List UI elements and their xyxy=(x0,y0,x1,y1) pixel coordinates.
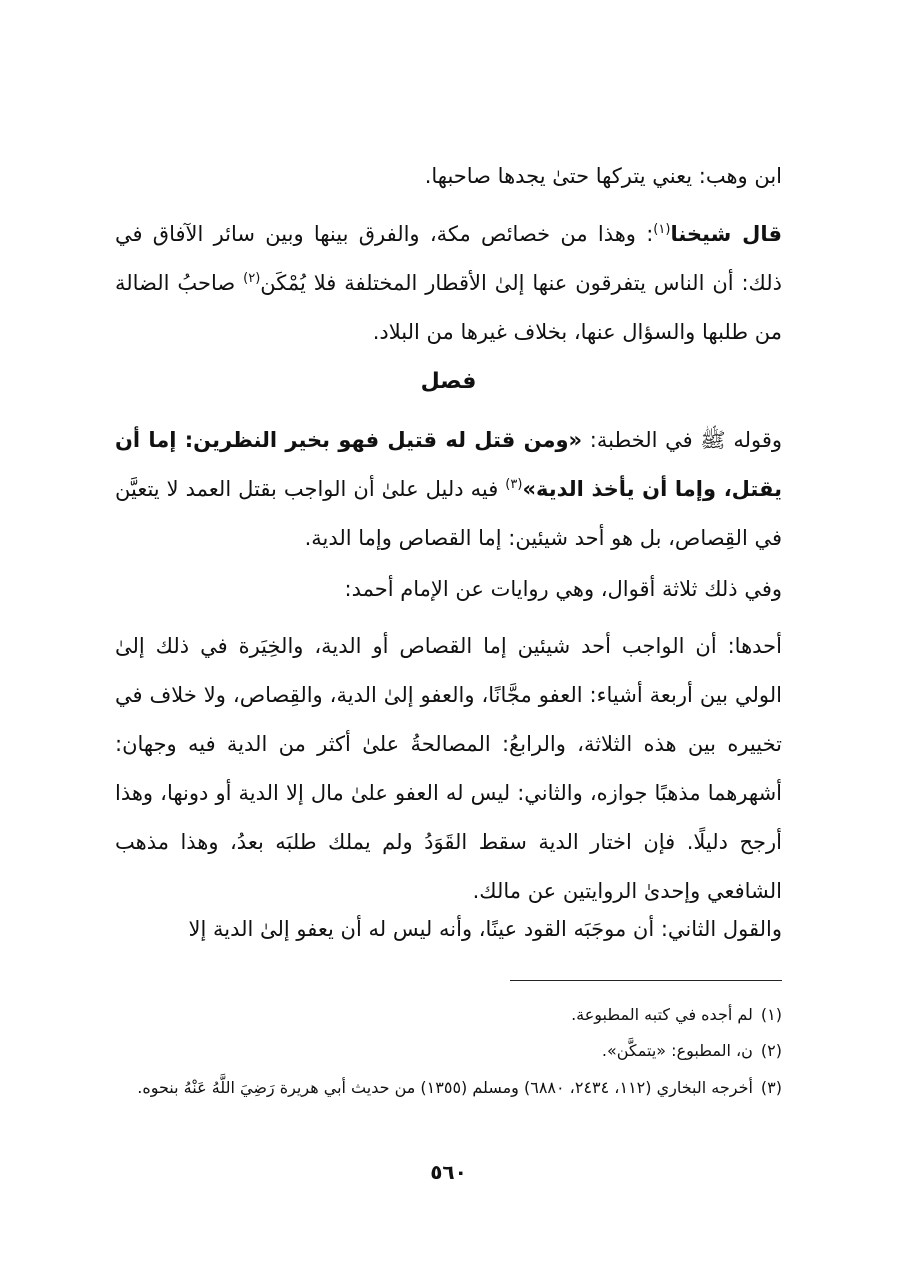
footnote-ref-1: (١) xyxy=(653,222,671,237)
paragraph-5-text: أحدها: أن الواجب أحد شيئين إما القصاص أو الدية، والخِيَرة في ذلك إلىٰ الولي بين أربعة أشياء: العفو مجَّانًا، والعفو إلىٰ الدية، والقِصاص، ولا خلاف في تخييره بين هذه الثلاثة، والرابعُ: المصالحةُ علىٰ أكثر من الدية فيه وجهان: أشهرهما مذهبًا جوازه، والثاني: ليس له العفو علىٰ مال إلا الدية أو دونها، وهذا أرجح دليلًا. فإن اختار الدية سقط القَوَدُ ولم يملك طلبَه بعدُ، وهذا مذهب الشافعي وإحدىٰ الروايتين عن مالك. xyxy=(115,634,782,903)
footnote-2 xyxy=(115,1034,782,1067)
footnote-ref-2: (٢) xyxy=(243,271,261,286)
footnote-3-number: (٣) xyxy=(760,1078,782,1097)
paragraph-1-text: ابن وهب: يعني يتركها حتىٰ يجدها صاحبها. xyxy=(424,164,782,188)
paragraph-5 xyxy=(115,622,782,916)
footnote-2-text: ن، المطبوع: «يتمكَّن». xyxy=(601,1041,753,1060)
paragraph-2-text: : وهذا من خصائص مكة، والفرق بينها وبين سائر الآفاق في ذلك: أن الناس يتفرقون عنها إلىٰ الأقطار المختلفة فلا يُمْكَن xyxy=(115,222,782,295)
paragraph-1 xyxy=(115,152,782,201)
page-number: ٥٦٠ xyxy=(430,1160,467,1184)
footnote-ref-3: (٣) xyxy=(505,477,523,492)
shaykh-lead: قال شيخنا xyxy=(670,222,783,246)
section-heading: فصل xyxy=(420,369,477,394)
footnote-separator xyxy=(510,980,782,981)
paragraph-4 xyxy=(115,565,782,614)
footnote-2-number: (٢) xyxy=(760,1041,782,1060)
hadith-quote: «ومن قتل له قتيل فهو بخير النظرين: إما أن يقتل، وإما أن يأخذ الدية» xyxy=(115,428,782,501)
paragraph-2-text-cont: صاحبُ الضالة من طلبها والسؤال عنها، بخلاف غيرها من البلاد. xyxy=(115,271,782,344)
paragraph-6-text: والقول الثاني: أن موجَبَه القود عينًا، وأنه ليس له أن يعفو إلىٰ الدية إلا xyxy=(188,917,782,941)
paragraph-3-intro: وقوله ﷺ في الخطبة: xyxy=(582,428,782,452)
footnote-1 xyxy=(115,998,782,1031)
paragraph-4-text: وفي ذلك ثلاثة أقوال، وهي روايات عن الإمام أحمد: xyxy=(344,577,782,601)
footnote-3-text: أخرجه البخاري (١١٢، ٢٤٣٤، ٦٨٨٠) ومسلم (١٣٥٥) من حديث أبي هريرة رَضِيَ اللَّهُ عَنْهُ بنحوه. xyxy=(137,1078,753,1097)
paragraph-2 xyxy=(115,210,782,357)
footnote-3 xyxy=(115,1071,782,1104)
paragraph-3-text: فيه دليل علىٰ أن الواجب بقتل العمد لا يتعيَّن في القِصاص، بل هو أحد شيئين: إما القصاص وإما الدية. xyxy=(115,477,782,550)
page xyxy=(115,0,782,1271)
footnote-1-number: (١) xyxy=(760,1005,782,1024)
paragraph-6 xyxy=(115,905,782,954)
footnote-1-text: لم أجده في كتبه المطبوعة. xyxy=(571,1005,753,1024)
paragraph-3 xyxy=(115,416,782,563)
